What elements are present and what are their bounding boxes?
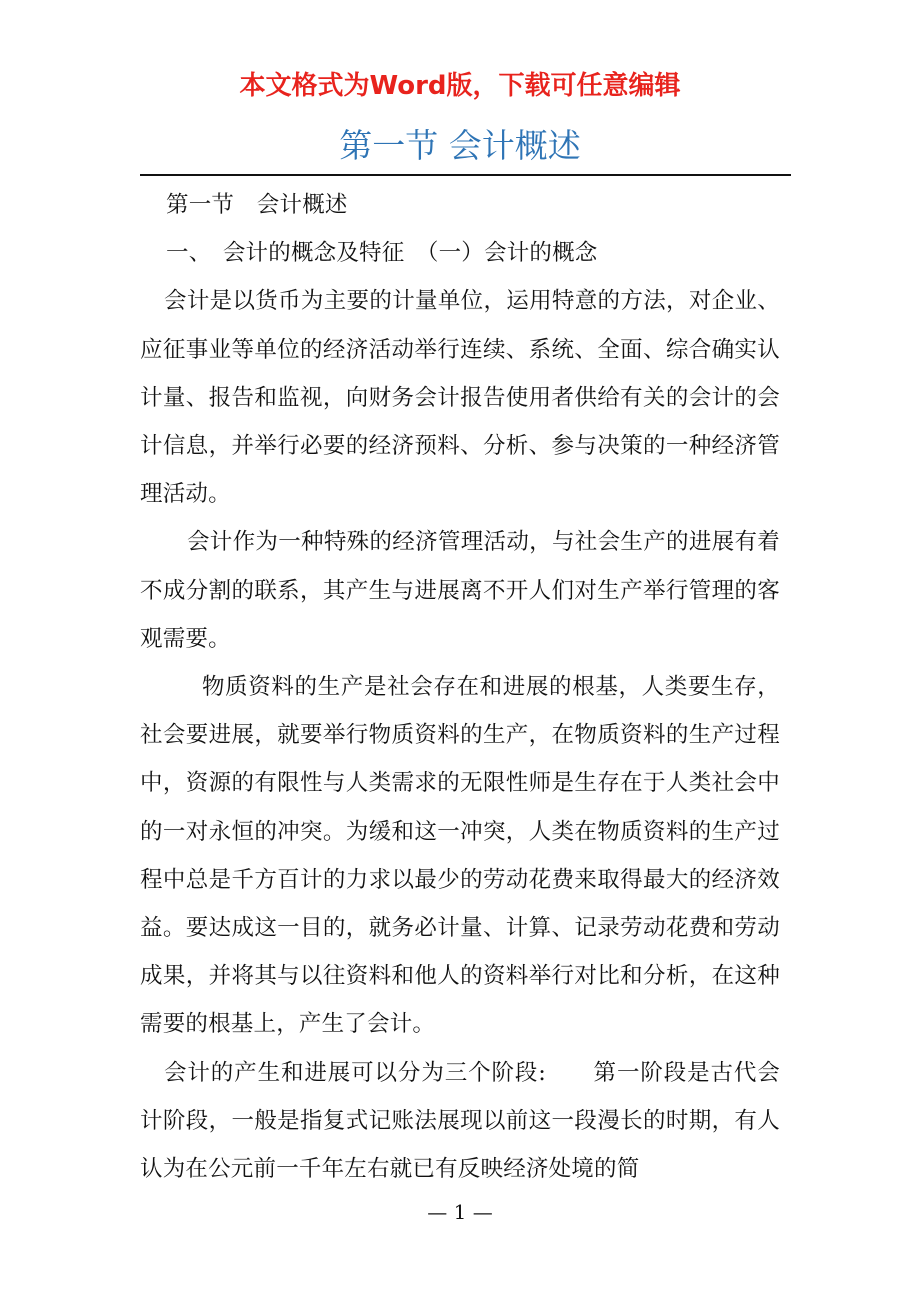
section-heading: 第一节 会计概述 — [166, 192, 348, 218]
paragraph-stages: 会计的产生和进展可以分为三个阶段: 第一阶段是古代会计阶段，一般是指复式记账法展现以前这一段漫长的时期，有人认为在公元前一千年左右就已有反映经济处境的简 — [140, 1059, 780, 1183]
format-notice-banner: 本文格式为Word版，下载可任意编辑 — [239, 71, 681, 101]
header-divider — [140, 174, 791, 176]
page-title: 第一节 会计概述 — [339, 126, 581, 165]
subsection-heading: 一、 会计的概念及特征 （一）会计的概念 — [166, 240, 598, 267]
paragraph-relationship: 会计作为一种特殊的经济管理活动，与社会生产的进展有着不成分割的联系，其产生与进展离不开人们对生产举行管理的客观需要。 — [140, 529, 780, 652]
document-body — [140, 181, 780, 1193]
paragraph-definition: 会计是以货币为主要的计量单位，运用特意的方法，对企业、应征事业等单位的经济活动举行连续、系统、全面、综合确实认计量、报告和监视，向财务会计报告使用者供给有关的会计的会计信息，并举行必要的经济预料、分析、参与决策的一种经济管理活动。 — [140, 288, 780, 508]
paragraph-origin: 物质资料的生产是社会存在和进展的根基，人类要生存，社会要进展，就要举行物质资料的生产，在物质资料的生产过程中，资源的有限性与人类需求的无限性师是生存在于人类社会中的一对永恒的冲突。为缓和这一冲突，人类在物质资料的生产过程中总是千方百计的力求以最少的劳动花费来取得最大的经济效益。要达成这一目的，就务必计量、计算、记录劳动花费和劳动成果，并将其与以往资料和他人的资料举行对比和分析，在这种需要的根基上，产生了会计。 — [140, 674, 780, 1038]
page-number: — 1 — — [427, 1200, 493, 1224]
